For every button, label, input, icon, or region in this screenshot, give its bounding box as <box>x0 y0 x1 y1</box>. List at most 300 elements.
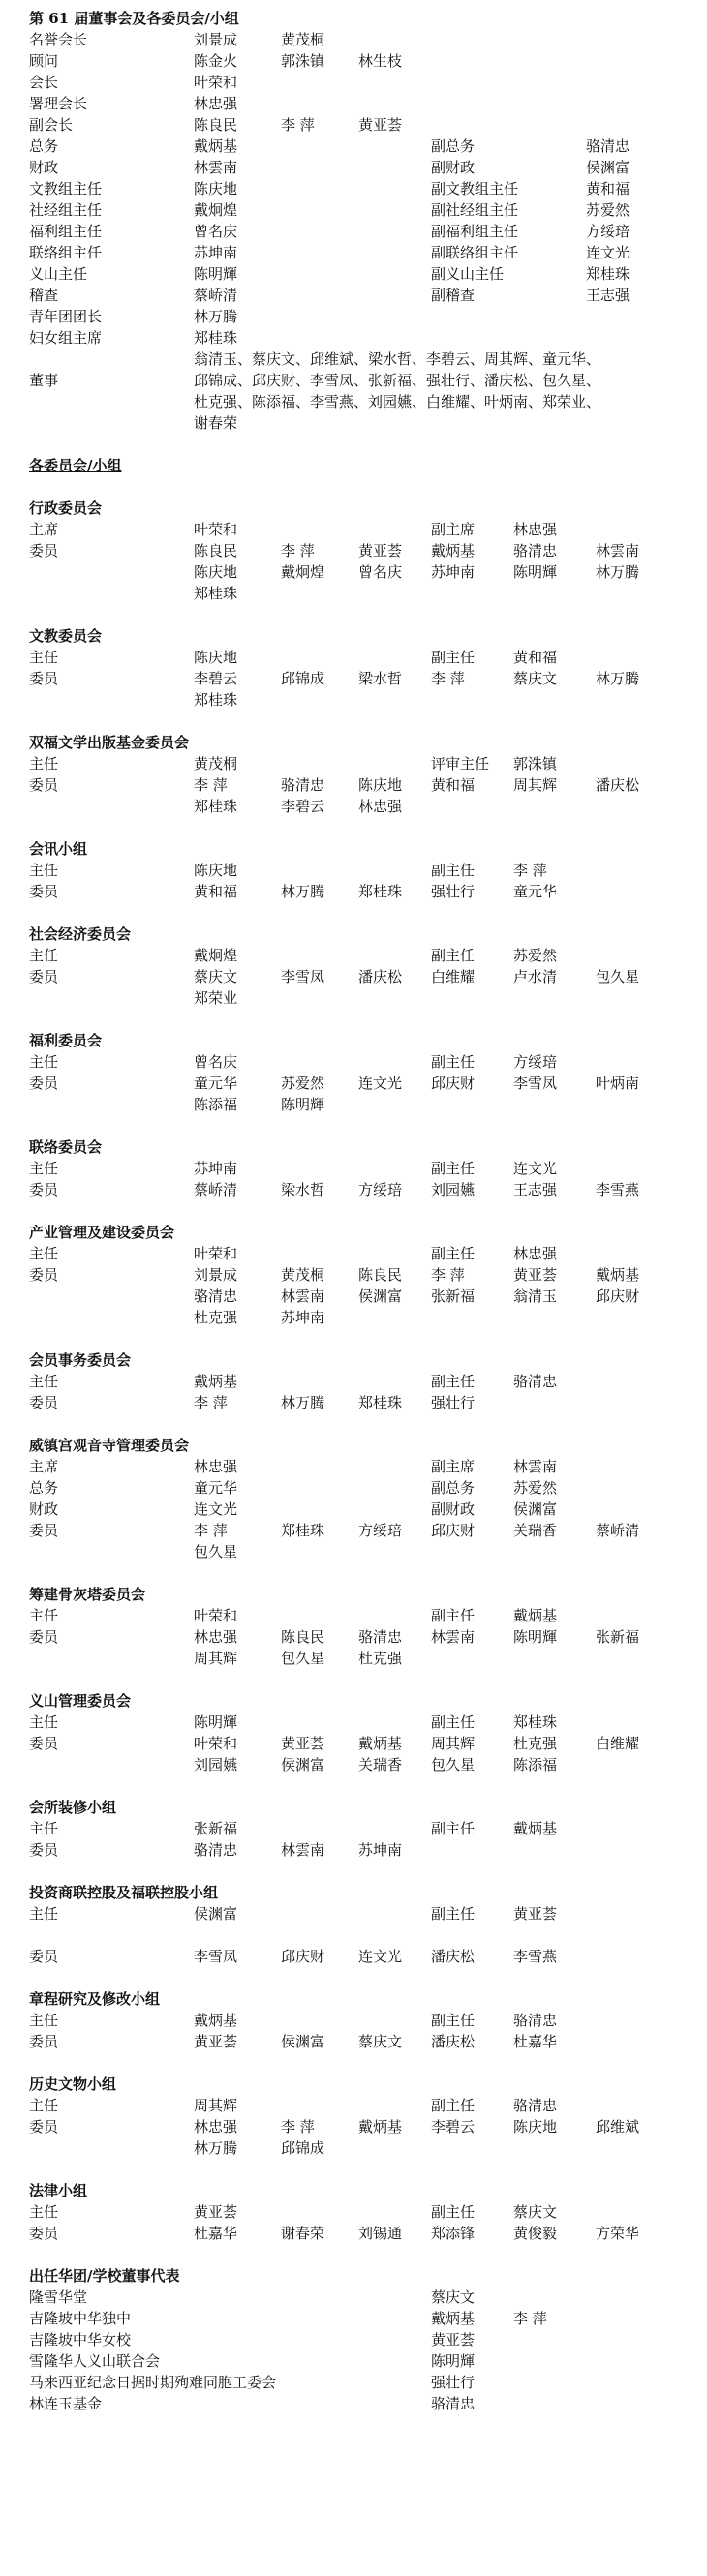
committee-role: 委员 <box>29 2225 59 2242</box>
board-name: 李 萍 <box>281 116 315 134</box>
committee-member: 副主任 <box>431 2097 476 2114</box>
board-name: 副福利组主任 <box>431 223 519 240</box>
committee-member: 副主任 <box>431 1713 476 1731</box>
page-title: 第 61 届董事会及各委员会/小组 <box>29 10 239 27</box>
committee-member: 强壮行 <box>431 1394 476 1411</box>
committee-member: 副主任 <box>431 1245 476 1262</box>
committee-role: 主任 <box>29 1713 59 1731</box>
committee-member: 邱锦成 <box>281 670 325 687</box>
committee-member: 林万腾 <box>194 2139 238 2157</box>
committee-member: 苏坤南 <box>281 1309 325 1326</box>
committee-title: 文教委员会 <box>29 627 103 645</box>
committee-role: 委员 <box>29 670 59 687</box>
committee-member: 苏坤南 <box>194 1160 238 1177</box>
board-name: 郑桂珠 <box>194 329 238 347</box>
committee-role: 委员 <box>29 776 59 794</box>
committee-member: 梁水哲 <box>358 670 403 687</box>
committee-role: 主席 <box>29 1458 59 1475</box>
committee-role: 委员 <box>29 1841 59 1859</box>
committee-member: 蔡庆文 <box>358 2033 403 2050</box>
committee-member: 陈良民 <box>194 542 238 560</box>
committee-role: 财政 <box>29 1500 59 1518</box>
board-name: 副财政 <box>431 159 476 176</box>
committee-member: 陈良民 <box>358 1266 403 1284</box>
committee-role: 委员 <box>29 968 59 985</box>
committee-member: 童元华 <box>194 1479 238 1497</box>
committee-member: 叶荣和 <box>194 1245 238 1262</box>
board-name: 陈金火 <box>194 52 238 70</box>
committee-member: 林雲南 <box>281 1841 325 1859</box>
committee-member: 叶炳南 <box>596 1075 640 1092</box>
committee-member: 连文光 <box>358 1075 403 1092</box>
board-name: 连文光 <box>586 244 630 261</box>
board-name: 副稽查 <box>431 287 476 304</box>
committee-member: 苏坤南 <box>358 1841 403 1859</box>
committee-member: 林万腾 <box>596 563 640 581</box>
committee-role: 委员 <box>29 1948 59 1965</box>
committee-member: 方绥琣 <box>358 1522 403 1539</box>
reps-name: 陈明輝 <box>431 2352 476 2370</box>
board-name: 副文教组主任 <box>431 180 519 197</box>
committee-member: 林雲南 <box>513 1458 558 1475</box>
committee-member: 评审主任 <box>431 755 490 773</box>
committee-member: 蔡庆文 <box>513 670 558 687</box>
committee-member: 连文光 <box>513 1160 558 1177</box>
board-name: 陈明輝 <box>194 265 238 283</box>
board-name: 黄亚荟 <box>358 116 403 134</box>
committee-member: 杜嘉华 <box>194 2225 238 2242</box>
committee-member: 包久星 <box>596 968 640 985</box>
committee-role: 总务 <box>29 1479 59 1497</box>
board-name: 郑桂珠 <box>586 265 630 283</box>
committee-member: 苏爱然 <box>513 1479 558 1497</box>
board-name: 黄和福 <box>586 180 630 197</box>
committee-member: 副主任 <box>431 947 476 964</box>
board-role: 社经组主任 <box>29 201 103 219</box>
committee-member: 苏坤南 <box>431 563 476 581</box>
committee-member: 潘庆松 <box>431 1948 476 1965</box>
committee-member: 李 萍 <box>281 542 315 560</box>
committee-member: 林雲南 <box>596 542 640 560</box>
reps-organization: 马来西亚纪念日据时期殉难同胞工委会 <box>29 2374 277 2391</box>
board-name: 曾名庆 <box>194 223 238 240</box>
committee-member: 侯渊富 <box>358 1288 403 1305</box>
committee-member: 刘锡通 <box>358 2225 403 2242</box>
committee-member: 郑桂珠 <box>281 1522 325 1539</box>
committee-member: 童元华 <box>513 883 558 900</box>
committee-member: 白维耀 <box>596 1735 640 1752</box>
board-name: 陈良民 <box>194 116 238 134</box>
committee-member: 黄亚荟 <box>358 542 403 560</box>
committee-member: 李雪凤 <box>281 968 325 985</box>
directors-line: 翁清玉、蔡庆文、邱维斌、梁水哲、李碧云、周其辉、童元华、 <box>194 350 601 368</box>
committee-member: 林忠强 <box>513 521 558 538</box>
board-name: 刘景成 <box>194 31 238 48</box>
committee-member: 林忠强 <box>513 1245 558 1262</box>
board-role: 财政 <box>29 159 59 176</box>
board-role: 青年团团长 <box>29 308 103 325</box>
committee-member: 曾名庆 <box>194 1053 238 1071</box>
committee-title: 行政委员会 <box>29 500 103 517</box>
board-role: 义山主任 <box>29 265 88 283</box>
committee-member: 侯渊富 <box>513 1500 558 1518</box>
committee-role: 主任 <box>29 755 59 773</box>
board-name: 林万腾 <box>194 308 238 325</box>
committee-role: 委员 <box>29 1394 59 1411</box>
committee-role: 委员 <box>29 1522 59 1539</box>
committee-member: 戴炳基 <box>358 2118 403 2136</box>
committee-member: 黄茂桐 <box>281 1266 325 1284</box>
committee-member: 黄亚荟 <box>513 1905 558 1923</box>
committee-member: 李雪凤 <box>194 1948 238 1965</box>
committee-member: 邱庆财 <box>431 1522 476 1539</box>
committee-member: 副主任 <box>431 1607 476 1624</box>
committee-member: 陈庆地 <box>194 563 238 581</box>
committee-member: 关瑞香 <box>513 1522 558 1539</box>
committee-member: 周其辉 <box>513 776 558 794</box>
committee-member: 黄和福 <box>431 776 476 794</box>
committee-member: 杜嘉华 <box>513 2033 558 2050</box>
board-role: 联络组主任 <box>29 244 103 261</box>
committee-member: 戴炳基 <box>513 1820 558 1837</box>
committee-member: 副总务 <box>431 1479 476 1497</box>
committee-member: 侯渊富 <box>281 1756 325 1773</box>
committee-member: 副主任 <box>431 2203 476 2221</box>
committee-member: 林万腾 <box>281 1394 325 1411</box>
committee-member: 副主席 <box>431 1458 476 1475</box>
committee-role: 委员 <box>29 1628 59 1646</box>
committee-member: 戴炳基 <box>596 1266 640 1284</box>
committee-role: 委员 <box>29 542 59 560</box>
reps-name: 蔡庆文 <box>431 2288 476 2306</box>
committee-member: 曾名庆 <box>358 563 403 581</box>
committee-member: 副主任 <box>431 1160 476 1177</box>
reps-name: 李 萍 <box>513 2310 547 2327</box>
committee-member: 骆清忠 <box>194 1841 238 1859</box>
committee-member: 黄茂桐 <box>194 755 238 773</box>
committee-member: 林忠强 <box>194 1628 238 1646</box>
committee-title: 义山管理委员会 <box>29 1692 132 1710</box>
board-name: 叶荣和 <box>194 74 238 91</box>
board-name: 蔡峤清 <box>194 287 238 304</box>
committee-member: 杜克强 <box>358 1650 403 1667</box>
reps-title: 出任华团/学校董事代表 <box>29 2267 180 2285</box>
committee-title: 威镇宫观音寺管理委员会 <box>29 1437 190 1454</box>
board-name: 戴炯煌 <box>194 201 238 219</box>
committee-member: 李 萍 <box>281 2118 315 2136</box>
reps-name: 戴炳基 <box>431 2310 476 2327</box>
committee-role: 主任 <box>29 2203 59 2221</box>
committee-member: 蔡峤清 <box>596 1522 640 1539</box>
committee-member: 李碧云 <box>281 798 325 815</box>
committee-title: 章程研究及修改小组 <box>29 1990 161 2008</box>
committee-member: 戴炯煌 <box>194 947 238 964</box>
committee-role: 主任 <box>29 1905 59 1923</box>
directors-line: 谢春荣 <box>194 414 238 432</box>
committee-member: 李碧云 <box>431 2118 476 2136</box>
committee-member: 潘庆松 <box>431 2033 476 2050</box>
committee-member: 邱庆财 <box>281 1948 325 1965</box>
committee-member: 童元华 <box>194 1075 238 1092</box>
committee-member: 黄和福 <box>513 649 558 666</box>
committee-member: 陈庆地 <box>194 649 238 666</box>
committee-role: 委员 <box>29 2033 59 2050</box>
board-name: 骆清忠 <box>586 137 630 155</box>
committee-member: 陈庆地 <box>358 776 403 794</box>
committee-member: 副主任 <box>431 1053 476 1071</box>
committee-member: 郑桂珠 <box>194 585 238 602</box>
committee-member: 郑桂珠 <box>358 883 403 900</box>
committee-member: 李 萍 <box>194 776 228 794</box>
committee-role: 委员 <box>29 1181 59 1198</box>
committee-title: 会员事务委员会 <box>29 1351 132 1369</box>
reps-organization: 吉隆坡中华女校 <box>29 2331 132 2349</box>
board-name: 郭洙镇 <box>281 52 325 70</box>
board-role: 署理会长 <box>29 95 88 112</box>
committee-member: 连文光 <box>194 1500 238 1518</box>
committee-member: 苏爱然 <box>281 1075 325 1092</box>
committee-role: 主任 <box>29 2097 59 2114</box>
committee-title: 筹建骨灰塔委员会 <box>29 1586 146 1603</box>
committee-member: 郑桂珠 <box>358 1394 403 1411</box>
committee-member: 副主任 <box>431 862 476 879</box>
committee-member: 李 萍 <box>513 862 547 879</box>
committee-member: 蔡庆文 <box>194 968 238 985</box>
committee-member: 林忠强 <box>358 798 403 815</box>
committee-member: 陈明輝 <box>194 1713 238 1731</box>
directors-line: 杜克强、陈添福、李雪燕、刘园嬿、白维耀、叶炳南、郑荣业、 <box>194 393 601 410</box>
directors-line: 邱锦成、邱庆财、李雪凤、张新福、强壮行、潘庆松、包久星、 <box>194 372 601 389</box>
board-name: 副总务 <box>431 137 476 155</box>
committee-member: 潘庆松 <box>358 968 403 985</box>
committee-member: 李碧云 <box>194 670 238 687</box>
committee-member: 陈明輝 <box>513 563 558 581</box>
board-name: 副社经组主任 <box>431 201 519 219</box>
committee-member: 黄和福 <box>194 883 238 900</box>
committee-member: 张新福 <box>596 1628 640 1646</box>
committee-member: 包久星 <box>431 1756 476 1773</box>
committee-member: 关瑞香 <box>358 1756 403 1773</box>
committee-member: 连文光 <box>358 1948 403 1965</box>
committee-role: 主任 <box>29 947 59 964</box>
committee-member: 黄亚荟 <box>194 2033 238 2050</box>
committee-role: 委员 <box>29 1075 59 1092</box>
committee-member: 刘园嬿 <box>431 1181 476 1198</box>
board-name: 侯渊富 <box>586 159 630 176</box>
committee-member: 骆清忠 <box>513 542 558 560</box>
committee-member: 陈庆地 <box>513 2118 558 2136</box>
committee-member: 骆清忠 <box>513 2012 558 2029</box>
committee-member: 林万腾 <box>596 670 640 687</box>
committee-member: 郭洙镇 <box>513 755 558 773</box>
reps-organization: 雪隆华人义山联合会 <box>29 2352 161 2370</box>
committee-member: 叶荣和 <box>194 521 238 538</box>
committee-member: 周其辉 <box>194 2097 238 2114</box>
committee-role: 主任 <box>29 2012 59 2029</box>
committee-role: 委员 <box>29 1735 59 1752</box>
committee-member: 陈庆地 <box>194 862 238 879</box>
committee-role: 主任 <box>29 1160 59 1177</box>
committee-member: 林雲南 <box>431 1628 476 1646</box>
reps-organization: 隆雪华堂 <box>29 2288 88 2306</box>
committee-member: 侯渊富 <box>194 1905 238 1923</box>
board-name: 苏坤南 <box>194 244 238 261</box>
committee-member: 郑桂珠 <box>194 691 238 709</box>
committee-member: 邱维斌 <box>596 2118 640 2136</box>
committee-member: 郑桂珠 <box>194 798 238 815</box>
board-name: 林生枝 <box>358 52 403 70</box>
committee-role: 主任 <box>29 862 59 879</box>
committee-member: 戴炳基 <box>358 1735 403 1752</box>
committee-member: 戴炳基 <box>513 1607 558 1624</box>
committee-member: 翁清玉 <box>513 1288 558 1305</box>
committee-member: 李雪燕 <box>596 1181 640 1198</box>
committee-member: 副主任 <box>431 649 476 666</box>
committee-member: 蔡庆文 <box>513 2203 558 2221</box>
committee-member: 苏爱然 <box>513 947 558 964</box>
committee-member: 副财政 <box>431 1500 476 1518</box>
committee-title: 投资商联控股及福联控股小组 <box>29 1884 219 1901</box>
committee-member: 周其辉 <box>431 1735 476 1752</box>
committee-member: 周其辉 <box>194 1650 238 1667</box>
committee-member: 强壮行 <box>431 883 476 900</box>
board-name: 黄茂桐 <box>281 31 325 48</box>
committee-title: 社会经济委员会 <box>29 925 132 943</box>
committee-member: 郑荣业 <box>194 989 238 1007</box>
directors-label: 董事 <box>29 372 59 389</box>
committee-member: 陈明輝 <box>281 1096 325 1113</box>
committee-member: 潘庆松 <box>596 776 640 794</box>
committee-member: 陈添福 <box>194 1096 238 1113</box>
board-name: 王志强 <box>586 287 630 304</box>
board-role: 顾问 <box>29 52 59 70</box>
board-name: 副联络组主任 <box>431 244 519 261</box>
committee-member: 陈明輝 <box>513 1628 558 1646</box>
committee-role: 委员 <box>29 883 59 900</box>
committee-member: 黄亚荟 <box>513 1266 558 1284</box>
committee-member: 骆清忠 <box>358 1628 403 1646</box>
board-role: 文教组主任 <box>29 180 103 197</box>
board-role: 福利组主任 <box>29 223 103 240</box>
committee-member: 骆清忠 <box>513 1373 558 1390</box>
committee-member: 侯渊富 <box>281 2033 325 2050</box>
committee-title: 历史文物小组 <box>29 2076 117 2093</box>
reps-name: 骆清忠 <box>431 2395 476 2412</box>
committee-member: 郑桂珠 <box>513 1713 558 1731</box>
committee-member: 叶荣和 <box>194 1607 238 1624</box>
committee-role: 主任 <box>29 1373 59 1390</box>
committee-title: 产业管理及建设委员会 <box>29 1224 175 1241</box>
committee-role: 主任 <box>29 1607 59 1624</box>
committee-member: 谢春荣 <box>281 2225 325 2242</box>
committee-member: 叶荣和 <box>194 1735 238 1752</box>
committee-title: 会讯小组 <box>29 840 88 858</box>
committee-member: 副主任 <box>431 1373 476 1390</box>
section-title: 各委员会/小组 <box>29 457 122 474</box>
board-name: 陈庆地 <box>194 180 238 197</box>
committee-member: 林万腾 <box>281 883 325 900</box>
committee-title: 联络委员会 <box>29 1138 103 1156</box>
committee-member: 刘景成 <box>194 1266 238 1284</box>
committee-member: 戴炯煌 <box>281 563 325 581</box>
committee-role: 主任 <box>29 1245 59 1262</box>
committee-member: 杜克强 <box>513 1735 558 1752</box>
committee-member: 副主任 <box>431 1820 476 1837</box>
committee-member: 戴炳基 <box>194 1373 238 1390</box>
committee-member: 副主任 <box>431 1905 476 1923</box>
committee-member: 包久星 <box>194 1543 238 1561</box>
committee-member: 张新福 <box>194 1820 238 1837</box>
committee-member: 李 萍 <box>431 1266 465 1284</box>
board-name: 副义山主任 <box>431 265 505 283</box>
committee-role: 主席 <box>29 521 59 538</box>
board-role: 副会长 <box>29 116 74 134</box>
committee-member: 白维耀 <box>431 968 476 985</box>
committee-member: 卢水清 <box>513 968 558 985</box>
committee-member: 林忠强 <box>194 2118 238 2136</box>
committee-member: 梁水哲 <box>281 1181 325 1198</box>
committee-member: 邱锦成 <box>281 2139 325 2157</box>
committee-member: 邱庆财 <box>596 1288 640 1305</box>
board-role: 会长 <box>29 74 59 91</box>
committee-member: 黄俊毅 <box>513 2225 558 2242</box>
committee-member: 李雪燕 <box>513 1948 558 1965</box>
committee-member: 副主席 <box>431 521 476 538</box>
board-role: 名誉会长 <box>29 31 88 48</box>
committee-member: 邱庆财 <box>431 1075 476 1092</box>
committee-member: 郑添锋 <box>431 2225 476 2242</box>
committee-title: 福利委员会 <box>29 1032 103 1049</box>
committee-title: 会所装修小组 <box>29 1799 117 1816</box>
reps-name: 强壮行 <box>431 2374 476 2391</box>
committee-member: 刘园嬿 <box>194 1756 238 1773</box>
committee-member: 杜克强 <box>194 1309 238 1326</box>
committee-member: 陈添福 <box>513 1756 558 1773</box>
board-name: 戴炳基 <box>194 137 238 155</box>
committee-member: 骆清忠 <box>194 1288 238 1305</box>
board-name: 方绥琣 <box>586 223 630 240</box>
board-role: 总务 <box>29 137 59 155</box>
committee-role: 主任 <box>29 1820 59 1837</box>
committee-member: 戴炳基 <box>194 2012 238 2029</box>
committee-member: 张新福 <box>431 1288 476 1305</box>
board-name: 林忠强 <box>194 95 238 112</box>
committee-member: 方绥琣 <box>358 1181 403 1198</box>
board-role: 妇女组主席 <box>29 329 103 347</box>
reps-organization: 林连玉基金 <box>29 2395 103 2412</box>
committee-title: 法律小组 <box>29 2182 88 2199</box>
committee-member: 蔡峤清 <box>194 1181 238 1198</box>
committee-member: 王志强 <box>513 1181 558 1198</box>
committee-member: 李 萍 <box>194 1394 228 1411</box>
committee-member: 戴炳基 <box>431 542 476 560</box>
committee-member: 骆清忠 <box>513 2097 558 2114</box>
committee-title: 双福文学出版基金委员会 <box>29 734 190 751</box>
committee-member: 陈良民 <box>281 1628 325 1646</box>
committee-member: 包久星 <box>281 1650 325 1667</box>
reps-organization: 吉隆坡中华独中 <box>29 2310 132 2327</box>
board-role: 稽查 <box>29 287 59 304</box>
committee-member: 李 萍 <box>431 670 465 687</box>
committee-member: 李 萍 <box>194 1522 228 1539</box>
committee-member: 黄亚荟 <box>281 1735 325 1752</box>
committee-role: 委员 <box>29 2118 59 2136</box>
committee-member: 骆清忠 <box>281 776 325 794</box>
board-name: 苏爱然 <box>586 201 630 219</box>
committee-member: 林雲南 <box>281 1288 325 1305</box>
committee-member: 李雪凤 <box>513 1075 558 1092</box>
committee-member: 方荣华 <box>596 2225 640 2242</box>
